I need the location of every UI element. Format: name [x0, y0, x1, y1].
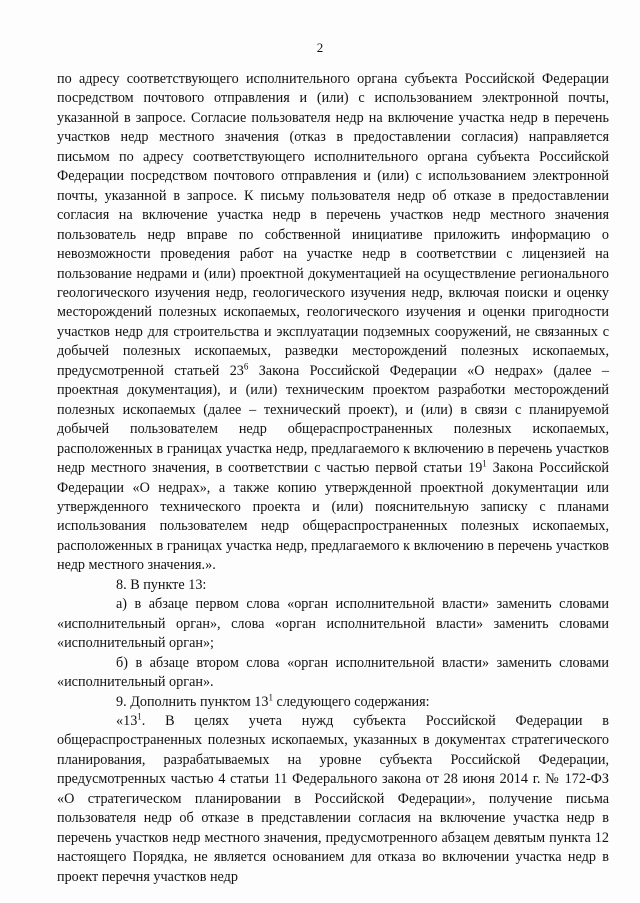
paragraph-continuation	[57, 70, 609, 576]
superscript: 1	[482, 458, 487, 469]
superscript: 6	[243, 361, 249, 372]
paragraph-subitem-b: б) в абзаце втором слова «орган исполнительной власти» заменить словами «исполнительный орган».	[57, 654, 609, 691]
paragraph-text: «13	[116, 712, 138, 729]
paragraph-item-9	[57, 693, 609, 712]
paragraph-item-13-1	[57, 712, 609, 887]
superscript: 1	[137, 711, 142, 722]
paragraph-item-8: 8. В пункте 13:	[116, 576, 207, 593]
paragraph-text: . В целях учета нужд субъекта Российской Федерации в общераспространенных полезных ископаемых, указанных в документах стратегического планирования, разрабатываемых на уровне субъекта Российской Федерации, предусмотренных частью 4 статьи 11 Федерального закона от 28 июня 2014 г. № 172-ФЗ «О стратегическом планировании в Российской Федерации», получение письма пользователя недр об отказе в представлении согласия на включение участка недр в перечень участков недр местного значения, предусмотренного абзацем девятым пункта 12 настоящего Порядка, не является основанием для отказа во включении участка недр в проект перечня участков недр	[57, 712, 609, 885]
document-body	[57, 70, 609, 887]
paragraph-text: Закона Российской Федерации «О недрах» (далее – проектная документация), и (или) техническим проектом разработки месторождений полезных ископаемых (далее – технический проект), и (или) в связи с планируемой добычей пользователем недр общераспространенных полезных ископаемых, расположенных в границах участка недр, предлагаемого к включению в перечень участков недр местного значения, в соответствии с частью первой статьи 19	[57, 362, 609, 477]
superscript: 1	[268, 691, 273, 702]
paragraph-text: Закона Российской Федерации «О недрах», а также копию утвержденной проектной документации или утвержденного технического проекта и (или) пояснительную записку с планами использования пользователем недр общераспространенных полезных ископаемых, расположенных в границах участка недр, предлагаемого к включению в перечень участков недр местного значения.».	[57, 460, 610, 574]
paragraph-subitem-a: а) в абзаце первом слова «орган исполнительной власти» заменить словами «исполнительный орган», слова «орган исполнительной власти» заменить словами «исполнительный орган»;	[57, 596, 609, 652]
page-number: 2	[316, 40, 324, 55]
paragraph-text: 9. Дополнить пунктом 13	[116, 693, 269, 710]
paragraph-text: следующего содержания:	[272, 693, 430, 710]
paragraph-text: по адресу соответствующего исполнительного органа субъекта Российской Федерации посредством почтового отправления и (или) с использованием электронной почты, указанной в запросе. Согласие пользователя недр на включение участка недр в перечень участков недр местного значения (отказ в предоставлении согласия) направляется письмом по адресу соответствующего исполнительного органа субъекта Российской Федерации посредством почтового отправления и (или) с использованием электронной почты, указанной в запросе. К письму пользователя недр об отказе в предоставлении согласия на включение участка недр в перечень участков недр местного значения пользователь недр вправе по собственной инициативе приложить информацию о невозможности проведения работ на участке недр в соответствии с лицензией на пользование недрами и (или) проектной документацией на осуществление регионального геологического изучения недр, геологического изучения недр, включая поиски и оценку месторождений полезных ископаемых, геологического изучения и оценки пригодности участков недр для строительства и эксплуатации подземных сооружений, не связанных с добычей полезных ископаемых, разведки месторождений полезных ископаемых, предусмотренной статьей 23	[57, 71, 609, 379]
